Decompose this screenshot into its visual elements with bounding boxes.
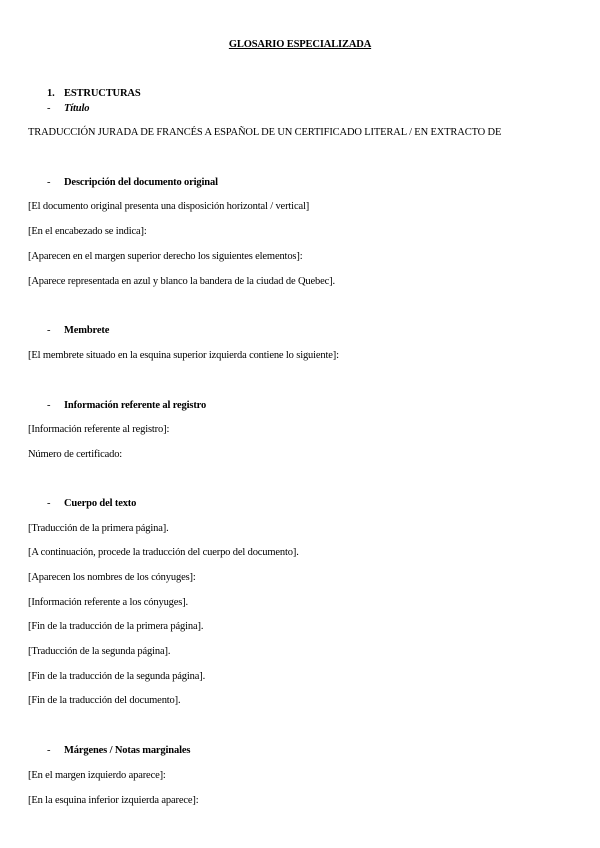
subheading-label: Información referente al registro	[64, 400, 207, 411]
section-heading-estructuras	[47, 88, 141, 99]
margenes-line: [En la esquina inferior izquierda aparece]:	[28, 795, 199, 806]
subheading-membrete	[47, 325, 109, 336]
cuerpo-line: [Fin de la traducción de la primera página].	[28, 621, 204, 632]
section-heading-text: ESTRUCTURAS	[64, 88, 141, 99]
margenes-line: [En el margen izquierdo aparece]:	[28, 770, 166, 781]
cuerpo-line: [A continuación, procede la traducción del cuerpo del documento].	[28, 547, 299, 558]
registro-line: Número de certificado:	[28, 449, 123, 460]
subheading-registro	[47, 400, 206, 411]
subheading-descripcion	[47, 177, 218, 188]
cuerpo-line: [Información referente a los cónyuges].	[28, 597, 189, 608]
cuerpo-line: [Fin de la traducción de la segunda página].	[28, 671, 206, 682]
subheading-cuerpo	[47, 498, 136, 509]
section-number: 1.	[47, 88, 55, 99]
cuerpo-line: [Traducción de la primera página].	[28, 523, 169, 534]
subheading-label: Membrete	[64, 325, 110, 336]
bullet-dash: -	[47, 177, 51, 188]
subheading-titulo	[47, 103, 89, 114]
subheading-label: Título	[64, 103, 90, 114]
descripcion-line: [El documento original presenta una disposición horizontal / vertical]	[28, 201, 310, 212]
bullet-dash: -	[47, 400, 51, 411]
cuerpo-line: [Traducción de la segunda página].	[28, 646, 171, 657]
subheading-margenes	[47, 745, 190, 756]
subheading-label: Cuerpo del texto	[64, 498, 137, 509]
document-title: GLOSARIO ESPECIALIZADA	[228, 39, 372, 50]
membrete-line: [El membrete situado en la esquina superior izquierda contiene lo siguiente]:	[28, 350, 339, 361]
registro-line: [Información referente al registro]:	[28, 424, 170, 435]
cuerpo-line: [Fin de la traducción del documento].	[28, 695, 181, 706]
subheading-label: Márgenes / Notas marginales	[64, 745, 191, 756]
cuerpo-line: [Aparecen los nombres de los cónyuges]:	[28, 572, 196, 583]
descripcion-line: [En el encabezado se indica]:	[28, 226, 147, 237]
bullet-dash: -	[47, 745, 51, 756]
bullet-dash: -	[47, 325, 51, 336]
bullet-dash: -	[47, 103, 51, 114]
descripcion-line: [Aparecen en el margen superior derecho los siguientes elementos]:	[28, 251, 303, 262]
descripcion-line: [Aparece representada en azul y blanco la bandera de la ciudad de Quebec].	[28, 276, 335, 287]
bullet-dash: -	[47, 498, 51, 509]
titulo-text: TRADUCCIÓN JURADA DE FRANCÉS A ESPAÑOL DE UN CERTIFICADO LITERAL / EN EXTRACTO DE	[28, 127, 502, 138]
subheading-label: Descripción del documento original	[64, 177, 218, 188]
